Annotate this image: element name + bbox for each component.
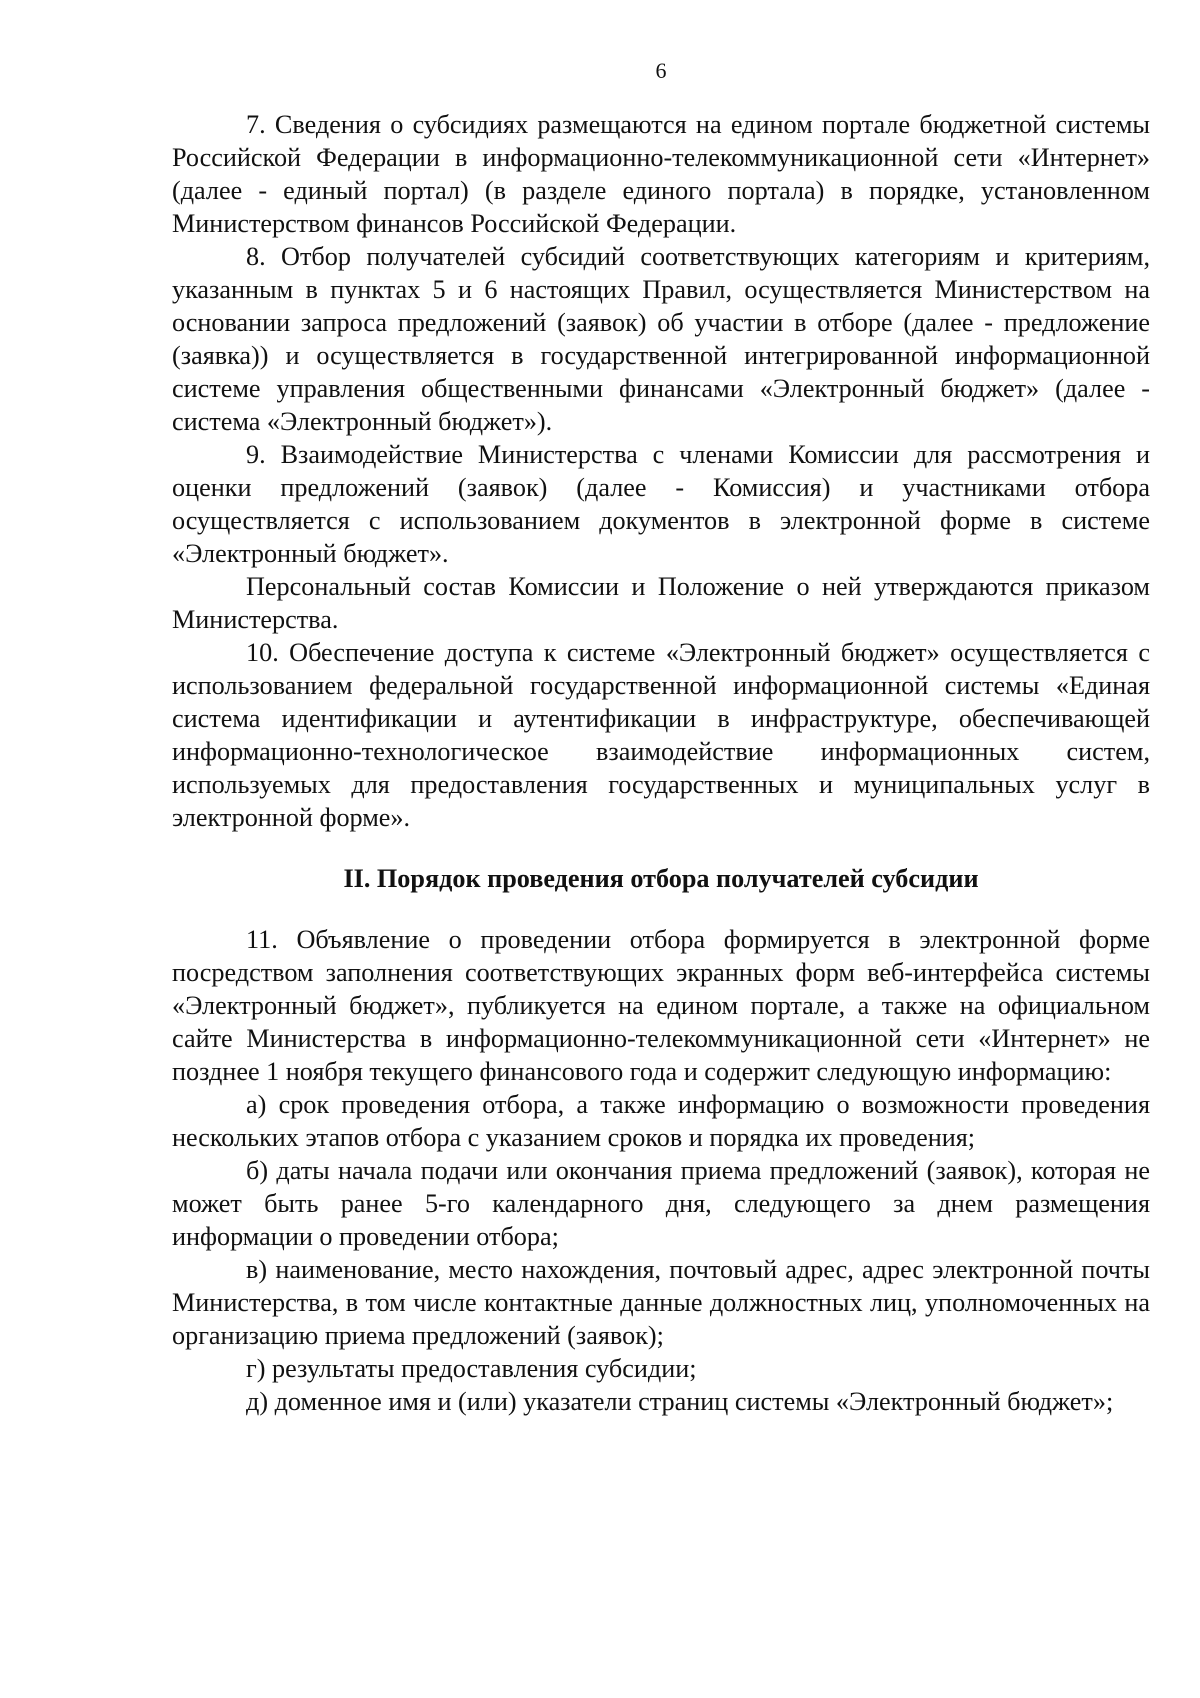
paragraph-commission-composition: Персональный состав Комиссии и Положение о ней утверждаются приказом Министерства.	[172, 572, 1150, 634]
paragraph-item-9: 9. Взаимодействие Министерства с членами Комиссии для рассмотрения и оценки предложений (заявок) (далее - Комиссия) и участниками отбора осуществляется с использованием документов в электронной форме в системе «Электронный бюджет».	[172, 440, 1150, 568]
subitem-d: д) доменное имя и (или) указатели страниц системы «Электронный бюджет»;	[246, 1387, 1114, 1416]
section-heading: II. Порядок проведения отбора получателей субсидии	[343, 864, 979, 893]
subitem-b: б) даты начала подачи или окончания приема предложений (заявок), которая не может быть ранее 5-го календарного дня, следующего за днем размещения информации о проведении отбора;	[172, 1156, 1150, 1251]
subitem-v: в) наименование, место нахождения, почтовый адрес, адрес электронной почты Министерства, в том числе контактные данные должностных лиц, уполномоченных на организацию приема предложений (заявок);	[172, 1255, 1150, 1350]
subitem-g: г) результаты предоставления субсидии;	[246, 1354, 697, 1383]
document-page	[172, 56, 1150, 1418]
paragraph-item-7: 7. Сведения о субсидиях размещаются на едином портале бюджетной системы Российской Федерации в информационно-телекоммуникационной сети «Интернет» (далее - единый портал) (в разделе единого портала) в порядке, установленном Министерством финансов Российской Федерации.	[172, 110, 1150, 238]
page-number: 6	[655, 58, 667, 83]
subitem-a: а) срок проведения отбора, а также информацию о возможности проведения нескольких этапов отбора с указанием сроков и порядка их проведения;	[172, 1090, 1150, 1152]
paragraph-item-8: 8. Отбор получателей субсидий соответствующих категориям и критериям, указанным в пунктах 5 и 6 настоящих Правил, осуществляется Министерством на основании запроса предложений (заявок) об участии в отборе (далее - предложение (заявка)) и осуществляется в государственной интегрированной информационной системе управления общественными финансами «Электронный бюджет» (далее - система «Электронный бюджет»).	[172, 242, 1150, 436]
paragraph-item-11: 11. Объявление о проведении отбора формируется в электронной форме посредством заполнения соответствующих экранных форм веб-интерфейса системы «Электронный бюджет», публикуется на едином портале, а также на официальном сайте Министерства в информационно-телекоммуникационной сети «Интернет» не позднее 1 ноября текущего финансового года и содержит следующую информацию:	[172, 925, 1150, 1086]
paragraph-item-10: 10. Обеспечение доступа к системе «Электронный бюджет» осуществляется с использованием федеральной государственной информационной системы «Единая система идентификации и аутентификации в инфраструктуре, обеспечивающей информационно-технологическое взаимодействие информационных систем, используемых для предоставления государственных и муниципальных услуг в электронной форме».	[172, 638, 1150, 832]
